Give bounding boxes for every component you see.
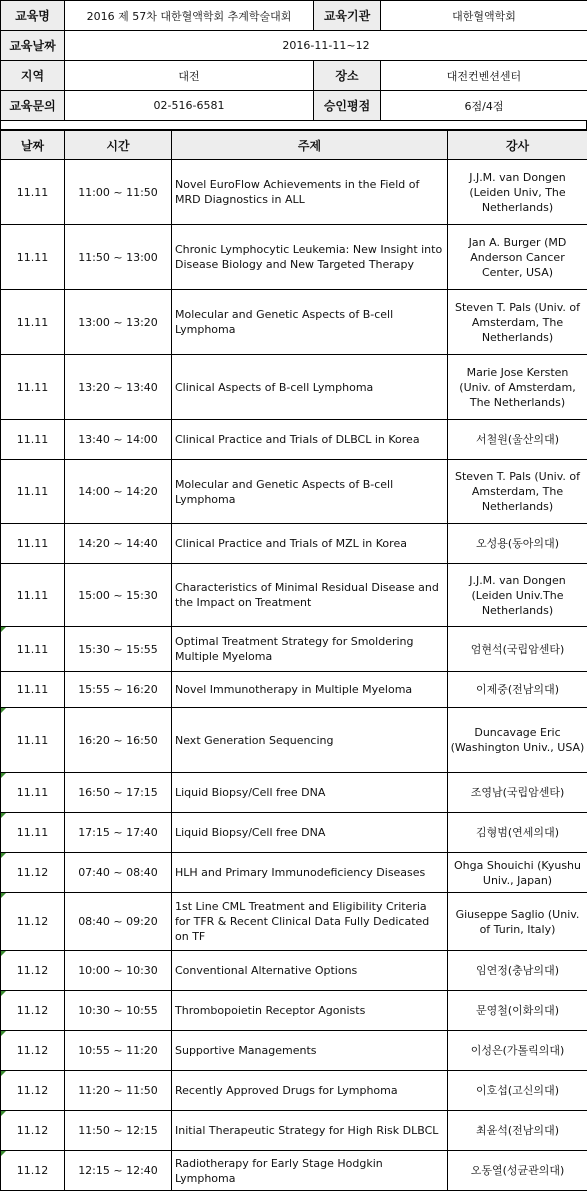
row-speaker: 김형범(연세의대) (448, 813, 587, 853)
row-time: 14:20 ~ 14:40 (65, 524, 172, 564)
row-time: 10:00 ~ 10:30 (65, 951, 172, 991)
row-time: 15:00 ~ 15:30 (65, 564, 172, 627)
row-date: 11.11 (1, 708, 65, 773)
table-row (1, 460, 587, 524)
course-info-table (0, 0, 587, 121)
row-date: 11.11 (1, 225, 65, 290)
row-topic: Radiotherapy for Early Stage Hodgkin Lymphoma (172, 1151, 448, 1191)
table-row (1, 160, 587, 225)
row-date: 11.11 (1, 773, 65, 813)
row-time: 17:15 ~ 17:40 (65, 813, 172, 853)
info-row-contact (1, 91, 587, 121)
row-date: 11.12 (1, 1071, 65, 1111)
table-row (1, 951, 587, 991)
table-row (1, 813, 587, 853)
row-topic: Clinical Practice and Trials of MZL in Korea (172, 524, 448, 564)
row-time: 08:40 ~ 09:20 (65, 893, 172, 951)
row-date: 11.11 (1, 460, 65, 524)
table-row (1, 1151, 587, 1191)
row-date: 11.11 (1, 627, 65, 672)
row-date: 11.12 (1, 991, 65, 1031)
row-speaker: Giuseppe Saglio (Univ. of Turin, Italy) (448, 893, 587, 951)
row-time: 11:50 ~ 13:00 (65, 225, 172, 290)
row-speaker: 임연정(충남의대) (448, 951, 587, 991)
table-row (1, 708, 587, 773)
row-speaker: Duncavage Eric (Washington Univ., USA) (448, 708, 587, 773)
row-date: 11.11 (1, 524, 65, 564)
row-date: 11.11 (1, 420, 65, 460)
schedule-header-row (1, 131, 587, 160)
header-speaker: 강사 (448, 131, 587, 160)
table-row (1, 420, 587, 460)
row-time: 15:30 ~ 15:55 (65, 627, 172, 672)
table-spacer (0, 121, 587, 130)
row-topic: HLH and Primary Immunodeficiency Diseases (172, 853, 448, 893)
contact-label: 교육문의 (1, 91, 65, 121)
row-time: 11:20 ~ 11:50 (65, 1071, 172, 1111)
row-time: 07:40 ~ 08:40 (65, 853, 172, 893)
row-speaker: 서철원(울산의대) (448, 420, 587, 460)
row-topic: Supportive Managements (172, 1031, 448, 1071)
row-speaker: Jan A. Burger (MD Anderson Cancer Center, USA) (448, 225, 587, 290)
info-row-date (1, 31, 587, 61)
org-value: 대한혈액학회 (381, 1, 587, 31)
row-date: 11.12 (1, 1151, 65, 1191)
venue-value: 대전컨벤션센터 (381, 61, 587, 91)
row-topic: Clinical Practice and Trials of DLBCL in Korea (172, 420, 448, 460)
row-date: 11.11 (1, 290, 65, 355)
row-date: 11.11 (1, 564, 65, 627)
row-date: 11.11 (1, 813, 65, 853)
row-time: 16:50 ~ 17:15 (65, 773, 172, 813)
row-speaker: J.J.M. van Dongen (Leiden Univ, The Netherlands) (448, 160, 587, 225)
row-topic: Clinical Aspects of B-cell Lymphoma (172, 355, 448, 420)
info-row-course (1, 1, 587, 31)
row-topic: Initial Therapeutic Strategy for High Risk DLBCL (172, 1111, 448, 1151)
row-date: 11.12 (1, 853, 65, 893)
table-row (1, 524, 587, 564)
row-date: 11.11 (1, 355, 65, 420)
table-row (1, 1111, 587, 1151)
row-speaker: Ohga Shouichi (Kyushu Univ., Japan) (448, 853, 587, 893)
row-time: 10:30 ~ 10:55 (65, 991, 172, 1031)
row-topic: Recently Approved Drugs for Lymphoma (172, 1071, 448, 1111)
row-topic: Liquid Biopsy/Cell free DNA (172, 813, 448, 853)
row-topic: Molecular and Genetic Aspects of B-cell Lymphoma (172, 290, 448, 355)
row-speaker: 최윤석(전남의대) (448, 1111, 587, 1151)
row-time: 13:20 ~ 13:40 (65, 355, 172, 420)
date-value: 2016-11-11~12 (65, 31, 587, 61)
row-speaker: 오동열(성균관의대) (448, 1151, 587, 1191)
row-time: 12:15 ~ 12:40 (65, 1151, 172, 1191)
table-row (1, 773, 587, 813)
row-topic: Optimal Treatment Strategy for Smoldering Multiple Myeloma (172, 627, 448, 672)
org-label: 교육기관 (314, 1, 381, 31)
row-time: 13:00 ~ 13:20 (65, 290, 172, 355)
row-date: 11.11 (1, 160, 65, 225)
table-row (1, 290, 587, 355)
row-topic: Molecular and Genetic Aspects of B-cell Lymphoma (172, 460, 448, 524)
row-speaker: 이제중(전남의대) (448, 672, 587, 708)
table-row (1, 1031, 587, 1071)
row-speaker: 문영철(이화의대) (448, 991, 587, 1031)
row-topic: 1st Line CML Treatment and Eligibility Criteria for TFR & Recent Clinical Data Fully Dedicated on TF (172, 893, 448, 951)
row-speaker: 엄현석(국립암센타) (448, 627, 587, 672)
row-date: 11.12 (1, 1111, 65, 1151)
row-date: 11.11 (1, 672, 65, 708)
contact-value: 02-516-6581 (65, 91, 314, 121)
row-topic: Next Generation Sequencing (172, 708, 448, 773)
row-speaker: 조영남(국립암센타) (448, 773, 587, 813)
row-time: 14:00 ~ 14:20 (65, 460, 172, 524)
schedule-table (0, 130, 587, 1191)
date-label: 교육날짜 (1, 31, 65, 61)
table-row (1, 225, 587, 290)
row-date: 11.12 (1, 951, 65, 991)
row-date: 11.12 (1, 893, 65, 951)
row-time: 11:00 ~ 11:50 (65, 160, 172, 225)
table-row (1, 853, 587, 893)
table-row (1, 1071, 587, 1111)
row-topic: Thrombopoietin Receptor Agonists (172, 991, 448, 1031)
table-row (1, 893, 587, 951)
row-topic: Conventional Alternative Options (172, 951, 448, 991)
row-speaker: 이성은(가톨릭의대) (448, 1031, 587, 1071)
schedule-body (1, 160, 587, 1191)
row-speaker: 오성용(동아의대) (448, 524, 587, 564)
row-time: 11:50 ~ 12:15 (65, 1111, 172, 1151)
row-speaker: J.J.M. van Dongen (Leiden Univ.The Netherlands) (448, 564, 587, 627)
course-name-value: 2016 제 57차 대한혈액학회 추계학술대회 (65, 1, 314, 31)
region-label: 지역 (1, 61, 65, 91)
row-topic: Novel EuroFlow Achievements in the Field of MRD Diagnostics in ALL (172, 160, 448, 225)
table-row (1, 991, 587, 1031)
row-time: 15:55 ~ 16:20 (65, 672, 172, 708)
table-row (1, 627, 587, 672)
row-speaker: 이호섭(고신의대) (448, 1071, 587, 1111)
header-topic: 주제 (172, 131, 448, 160)
credit-label: 승인평점 (314, 91, 381, 121)
row-topic: Novel Immunotherapy in Multiple Myeloma (172, 672, 448, 708)
row-speaker: Steven T. Pals (Univ. of Amsterdam, The Netherlands) (448, 290, 587, 355)
header-time: 시간 (65, 131, 172, 160)
row-time: 10:55 ~ 11:20 (65, 1031, 172, 1071)
row-time: 16:20 ~ 16:50 (65, 708, 172, 773)
table-row (1, 672, 587, 708)
region-value: 대전 (65, 61, 314, 91)
row-topic: Liquid Biopsy/Cell free DNA (172, 773, 448, 813)
info-row-region (1, 61, 587, 91)
row-speaker: Marie Jose Kersten (Univ. of Amsterdam, The Netherlands) (448, 355, 587, 420)
credit-value: 6점/4점 (381, 91, 587, 121)
row-date: 11.12 (1, 1031, 65, 1071)
table-row (1, 355, 587, 420)
header-date: 날짜 (1, 131, 65, 160)
row-topic: Chronic Lymphocytic Leukemia: New Insight into Disease Biology and New Targeted Therapy (172, 225, 448, 290)
row-topic: Characteristics of Minimal Residual Disease and the Impact on Treatment (172, 564, 448, 627)
course-name-label: 교육명 (1, 1, 65, 31)
venue-label: 장소 (314, 61, 381, 91)
row-speaker: Steven T. Pals (Univ. of Amsterdam, The Netherlands) (448, 460, 587, 524)
table-row (1, 564, 587, 627)
row-time: 13:40 ~ 14:00 (65, 420, 172, 460)
